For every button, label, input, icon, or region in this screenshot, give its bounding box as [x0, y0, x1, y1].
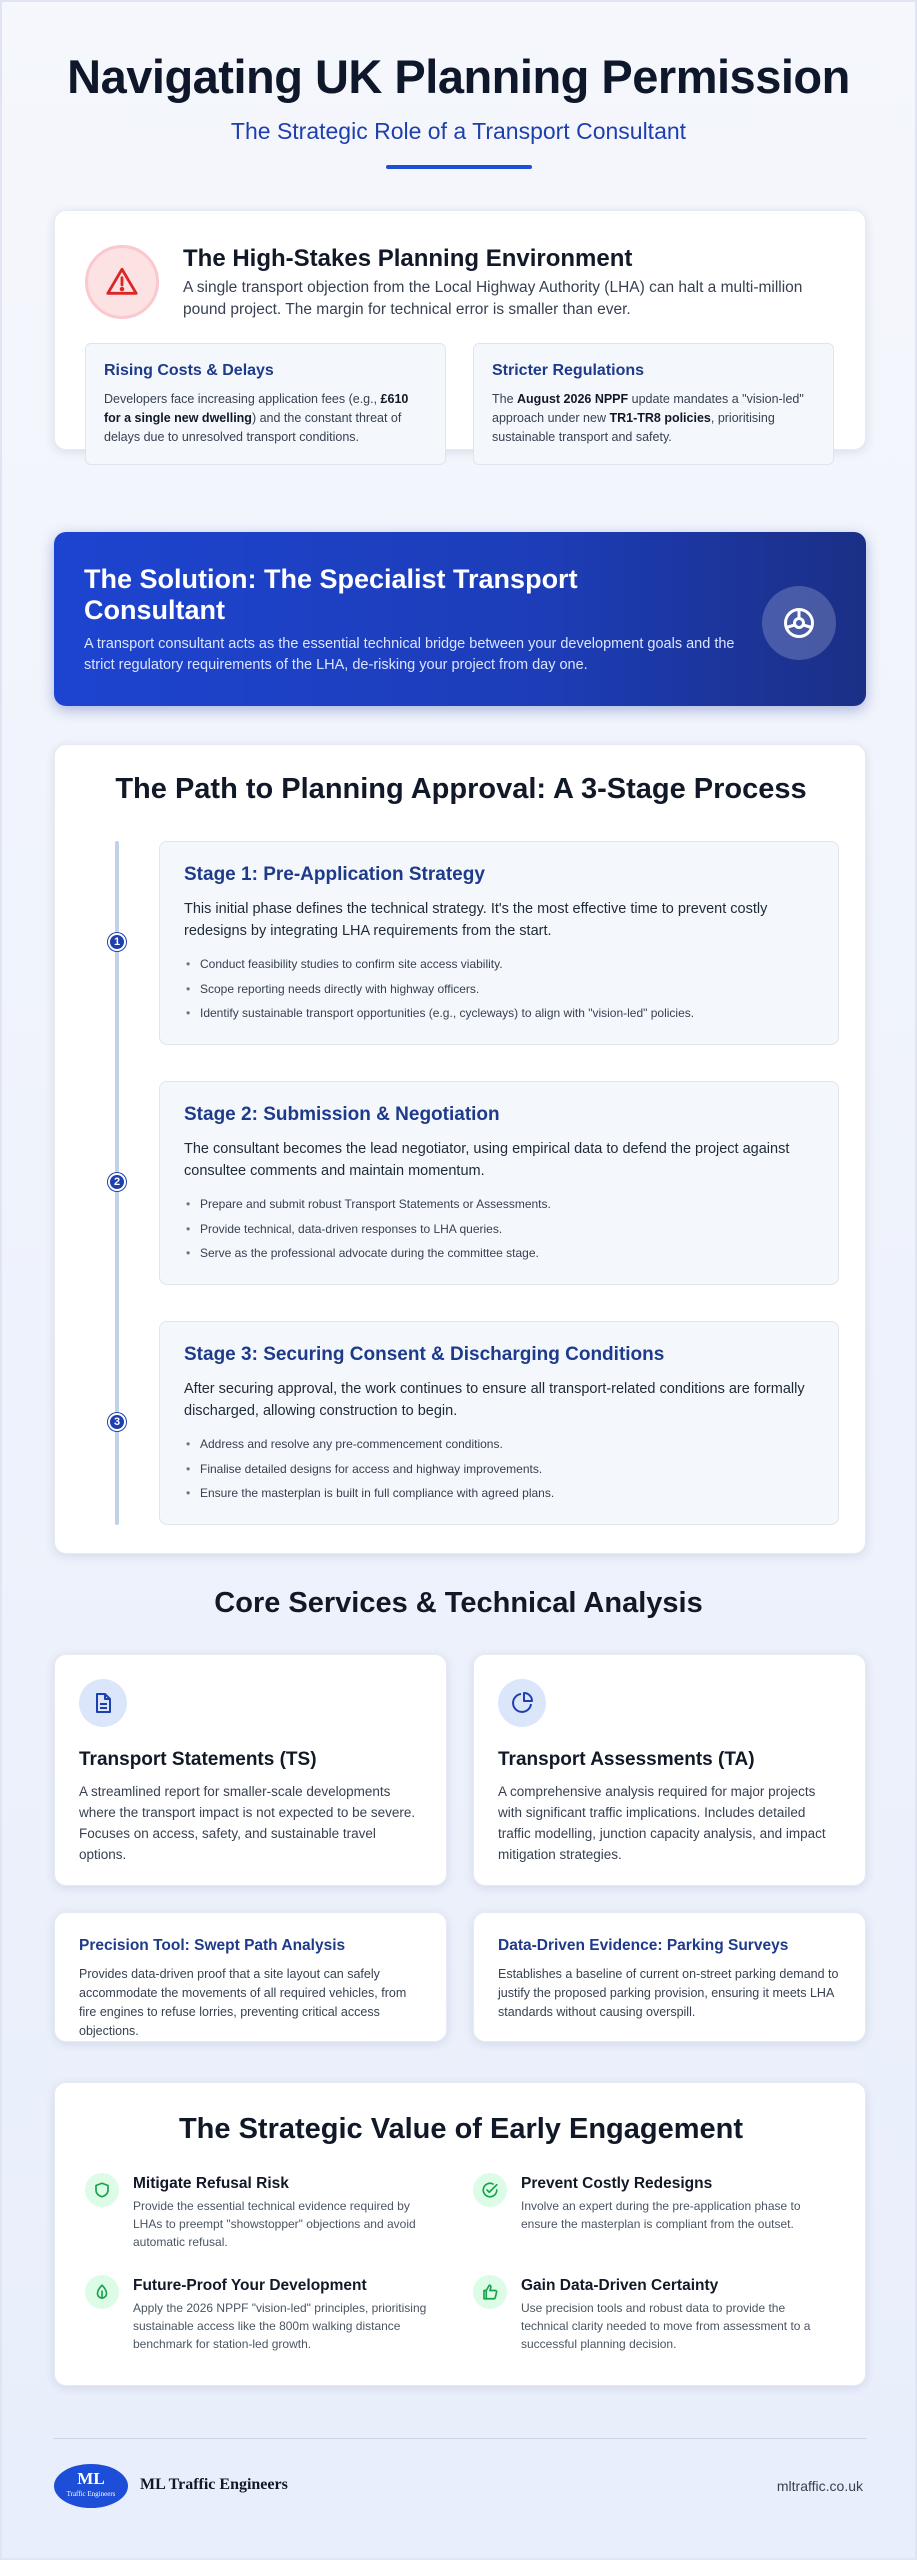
solution-banner	[54, 532, 866, 706]
solution-text: A transport consultant acts as the essential technical bridge between your development goals and the strict regulatory requirements of the LHA, de-risking your project from day one.	[84, 636, 735, 673]
value-refusal-title: Mitigate Refusal Risk	[133, 2175, 289, 2192]
tool-parking-text: Establishes a baseline of current on-street parking demand to justify the proposed parking provision, ensuring it meets LHA standards without causing overspill.	[498, 1967, 839, 2019]
high-stakes-lead: A single transport objection from the Local Highway Authority (LHA) can halt a multi-million pound project. The margin for technical error is smaller than ever.	[183, 279, 803, 318]
footer-divider	[54, 2438, 866, 2439]
service-ta-title: Transport Assessments (TA)	[498, 1749, 755, 1770]
tool-swept-path-text: Provides data-driven proof that a site layout can safely accommodate the movements of all required vehicles, from fire engines to refuse lorries, preventing critical access objections.	[79, 1967, 407, 2038]
tool-card-parking-surveys	[473, 1912, 866, 2042]
list-item: • Finalise detailed designs for access and highway improvements.	[184, 1457, 814, 1482]
list-item: • Identify sustainable transport opportunities (e.g., cycleways) to align with "vision-led" policies.	[184, 1001, 814, 1026]
company-name: ML Traffic Engineers	[140, 2476, 288, 2493]
solution-title: The Solution: The Specialist Transport Consultant	[84, 564, 578, 625]
stage-1-title: Stage 1: Pre-Application Strategy	[184, 864, 485, 885]
tool-swept-path-title: Precision Tool: Swept Path Analysis	[79, 1937, 346, 1954]
value-redesigns-text: Involve an expert during the pre-application phase to ensure the masterplan is compliant from the outset.	[521, 2199, 801, 2231]
stage-1-bullets	[184, 952, 814, 1026]
document-icon	[79, 1679, 127, 1727]
service-ts-title: Transport Statements (TS)	[79, 1749, 317, 1770]
value-future-proof-title: Future-Proof Your Development	[133, 2277, 367, 2294]
company-logo: ML Traffic Engineers	[54, 2464, 128, 2508]
stage-2-marker: 2	[108, 1173, 126, 1191]
value-certainty-title: Gain Data-Driven Certainty	[521, 2277, 719, 2294]
service-ts-text: A streamlined report for smaller-scale developments where the transport impact is not expected to be severe. Focuses on access, safety, and sustainable travel options.	[79, 1784, 416, 1862]
stage-2-text: The consultant becomes the lead negotiator, using empirical data to defend the project against consultee comments and maintain momentum.	[184, 1141, 790, 1179]
list-item: • Conduct feasibility studies to confirm site access viability.	[184, 952, 814, 977]
value-redesigns-title: Prevent Costly Redesigns	[521, 2175, 713, 2192]
list-item: • Ensure the masterplan is built in full compliance with agreed plans.	[184, 1481, 814, 1506]
value-item-redesigns	[473, 2173, 833, 2253]
page-subtitle: The Strategic Role of a Transport Consultant	[230, 118, 687, 144]
stricter-regulations-text: The August 2026 NPPF update mandates a "vision-led" approach under new TR1-TR8 policies, prioritising sustainable transport and safety.	[492, 392, 804, 444]
service-card-ts	[54, 1654, 447, 1886]
compass-icon	[762, 586, 836, 660]
stage-2-title: Stage 2: Submission & Negotiation	[184, 1104, 500, 1125]
page-header	[2, 44, 915, 169]
value-item-refusal	[85, 2173, 445, 2253]
stage-3-card	[159, 1321, 839, 1525]
value-item-certainty	[473, 2275, 833, 2355]
list-item: • Provide technical, data-driven responses to LHA queries.	[184, 1217, 814, 1242]
stage-3-title: Stage 3: Securing Consent & Discharging Conditions	[184, 1344, 665, 1365]
value-certainty-text: Use precision tools and robust data to provide the technical clarity needed to move from assessment to a successful planning decision.	[521, 2301, 811, 2351]
stage-3-text: After securing approval, the work continues to ensure all transport-related conditions are formally discharged, allowing construction to begin.	[184, 1381, 805, 1419]
rising-costs-text: Developers face increasing application fees (e.g., £610 for a single new dwelling) and the constant threat of delays due to unresolved transport conditions.	[104, 392, 409, 444]
rising-costs-title: Rising Costs & Delays	[104, 362, 274, 379]
process-card	[54, 744, 866, 1554]
tool-parking-title: Data-Driven Evidence: Parking Surveys	[498, 1937, 789, 1954]
stage-3-marker: 3	[108, 1413, 126, 1431]
tool-card-swept-path	[54, 1912, 447, 2042]
stage-1-text: This initial phase defines the technical strategy. It's the most effective time to prevent costly redesigns by integrating LHA requirements from the start.	[184, 901, 768, 939]
title-underline	[386, 165, 532, 169]
stage-2-card	[159, 1081, 839, 1285]
high-stakes-card	[54, 210, 866, 450]
stricter-regulations-box	[473, 343, 834, 465]
stage-1-marker: 1	[108, 933, 126, 951]
leaf-icon	[85, 2275, 119, 2309]
stage-1-card	[159, 841, 839, 1045]
service-ta-text: A comprehensive analysis required for major projects with significant traffic implications. Includes detailed traffic modelling, junction capacity analysis, and impact mitigation strategies.	[498, 1784, 826, 1862]
value-item-future-proof	[85, 2275, 445, 2355]
list-item: • Scope reporting needs directly with highway officers.	[184, 977, 814, 1002]
list-item: • Serve as the professional advocate during the committee stage.	[184, 1241, 814, 1266]
warning-icon	[85, 245, 159, 319]
service-card-ta	[473, 1654, 866, 1886]
core-services-title: Core Services & Technical Analysis	[214, 1587, 703, 1619]
stage-3-bullets	[184, 1432, 814, 1506]
process-title: The Path to Planning Approval: A 3-Stage Process	[115, 773, 807, 805]
stricter-regulations-title: Stricter Regulations	[492, 362, 645, 379]
website-link[interactable]: mltraffic.co.uk	[776, 2478, 863, 2494]
strategic-value-title: The Strategic Value of Early Engagement	[178, 2113, 744, 2145]
list-item: • Prepare and submit robust Transport Statements or Assessments.	[184, 1192, 814, 1217]
strategic-value-card	[54, 2082, 866, 2386]
shield-icon	[85, 2173, 119, 2207]
high-stakes-title: The High-Stakes Planning Environment	[183, 245, 633, 272]
page-title: Navigating UK Planning Permission	[67, 50, 850, 103]
thumbs-up-icon	[473, 2275, 507, 2309]
pie-chart-icon	[498, 1679, 546, 1727]
stage-2-bullets	[184, 1192, 814, 1266]
value-future-proof-text: Apply the 2026 NPPF "vision-led" principles, prioritising sustainable access like the 800m walking distance benchmark for station-led growth.	[133, 2301, 427, 2351]
value-refusal-text: Provide the essential technical evidence required by LHAs to preempt "showstopper" objections and avoid automatic refusal.	[133, 2199, 416, 2249]
check-circle-icon	[473, 2173, 507, 2207]
list-item: • Address and resolve any pre-commencement conditions.	[184, 1432, 814, 1457]
rising-costs-box	[85, 343, 446, 465]
